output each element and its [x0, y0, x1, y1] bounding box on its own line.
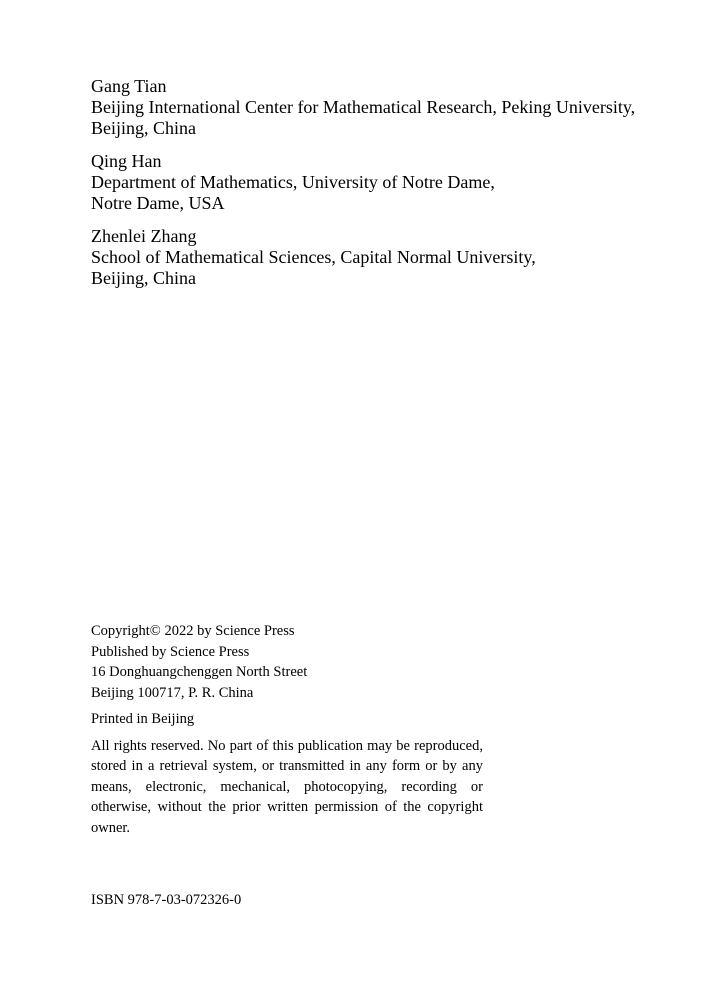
printed-location: Printed in Beijing [91, 711, 195, 727]
author-entry [91, 226, 691, 289]
publisher-block [91, 621, 483, 838]
author-name: Qing Han [91, 151, 162, 171]
author-name: Gang Tian [91, 76, 167, 96]
publisher-city: Beijing 100717, P. R. China [91, 684, 254, 701]
author-entry [91, 76, 691, 139]
author-affiliation: Department of Mathematics, University of Notre Dame, [91, 172, 495, 192]
author-list [91, 76, 691, 301]
author-affiliation: Beijing International Center for Mathematical Research, Peking University, [91, 97, 636, 117]
author-entry [91, 151, 691, 214]
copyright-notice: Copyright© 2022 by Science Press [91, 623, 295, 639]
author-affiliation: School of Mathematical Sciences, Capital Normal University, [91, 247, 536, 267]
author-name: Zhenlei Zhang [91, 226, 197, 246]
isbn: ISBN 978-7-03-072326-0 [91, 892, 242, 908]
rights-statement: All rights reserved. No part of this publication may be reproduced, stored in a retrieval system, or transmitted in any form or by any means, electronic, mechanical, photocopying, recording or otherwise, without the prior written permission of the copyright owner. [91, 737, 483, 836]
author-location: Notre Dame, USA [91, 193, 225, 213]
author-location: Beijing, China [91, 118, 196, 138]
published-by: Published by Science Press [91, 643, 250, 660]
publisher-street: 16 Donghuangchenggen North Street [91, 664, 308, 680]
author-location: Beijing, China [91, 268, 196, 288]
